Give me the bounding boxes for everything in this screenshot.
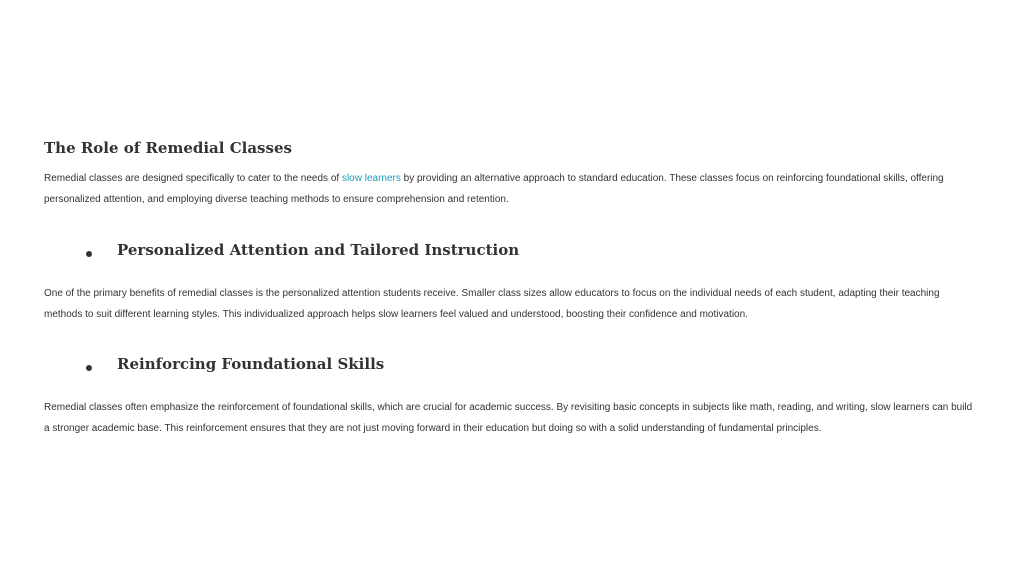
foundational-skills-paragraph: Remedial classes often emphasize the reinforcement of foundational skills, which are crucial for academic success. By revisiting basic concepts in subjects like math, reading, and writing, slow learners can build a stronger academic base. This reinforcement ensures that they are not just moving forward in their education but doing so with a solid understanding of fundamental principles.	[44, 402, 973, 434]
intro-paragraph	[44, 169, 980, 210]
personalized-attention-paragraph: One of the primary benefits of remedial classes is the personalized attention students receive. Smaller class sizes allow educators to focus on the individual needs of each student, adapting their teaching methods to suit different learning styles. This individualized approach helps slow learners feel valued and understood, boosting their confidence and motivation.	[44, 288, 940, 320]
section-heading: The Role of Remedial Classes	[44, 139, 292, 157]
subheading-personalized-attention: Personalized Attention and Tailored Instruction	[117, 241, 520, 259]
subheading-foundational-skills: Reinforcing Foundational Skills	[117, 355, 385, 373]
intro-text-before-link: Remedial classes are designed specifically to cater to the needs of	[44, 173, 342, 184]
slow-learners-link[interactable]: slow learners	[341, 173, 401, 184]
intro-text-after-link: by providing an alternative approach to standard education. These classes focus on reinforcing foundational skills, offering personalized attention, and employing diverse teaching methods to ensure comprehension and retention.	[44, 173, 944, 205]
bullet-icon	[86, 251, 92, 257]
bullet-icon	[86, 365, 92, 371]
